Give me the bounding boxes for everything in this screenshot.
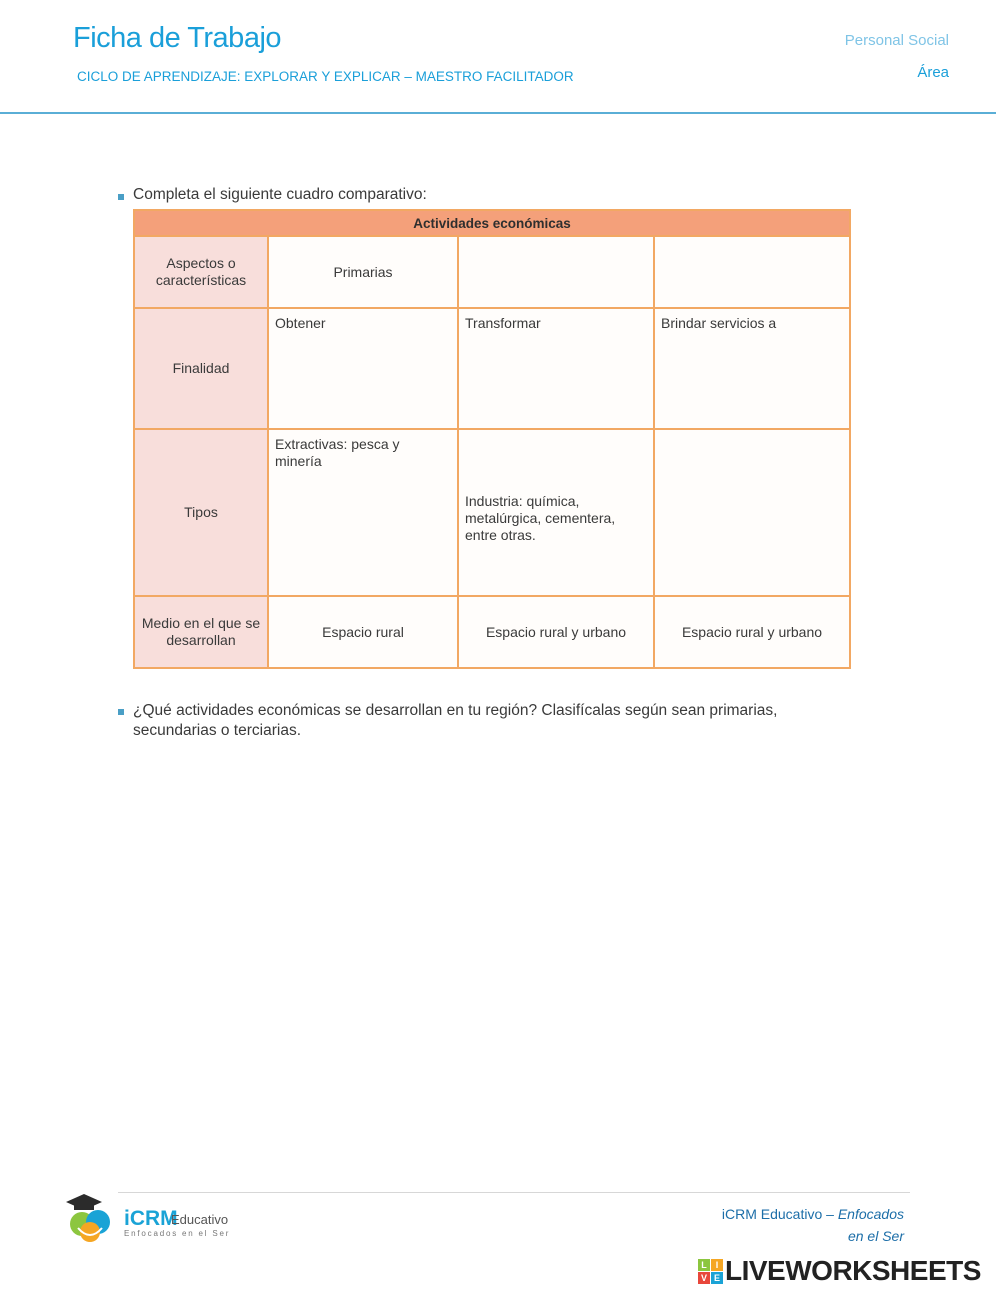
types-secondary-text: Industria: química, metalúrgica, cementera, entre otras. xyxy=(465,493,616,543)
types-primary-text: Extractivas: pesca y minería xyxy=(275,436,400,469)
page-title: Ficha de Trabajo xyxy=(73,22,282,54)
learning-cycle-subtitle: CICLO DE APRENDIZAJE: EXPLORAR Y EXPLICAR – MAESTRO FACILITADOR xyxy=(77,69,574,84)
area-label: Área xyxy=(917,64,949,81)
row-label-types: Tipos xyxy=(134,429,268,596)
purpose-primary-text: Obtener xyxy=(275,315,326,331)
row-label-aspects: Aspectos o características xyxy=(134,236,268,308)
cell-medium-secondary: Espacio rural y urbano xyxy=(458,596,654,668)
column-heading-tertiary-blank[interactable] xyxy=(654,236,850,308)
cell-medium-tertiary: Espacio rural y urbano xyxy=(654,596,850,668)
column-heading-primary: Primarias xyxy=(268,236,458,308)
footer-brand-name: iCRM xyxy=(124,1207,178,1230)
row-label-purpose: Finalidad xyxy=(134,308,268,429)
footer-tagline: Enfocados en el Ser xyxy=(124,1229,231,1238)
instruction-complete-table: Completa el siguiente cuadro comparativo: xyxy=(133,186,427,203)
table-title: Actividades económicas xyxy=(134,210,850,236)
row-label-medium: Medio en el que se desarrollan xyxy=(134,596,268,668)
liveworksheets-blocks-icon: L I V E xyxy=(698,1259,723,1284)
column-heading-secondary-blank[interactable] xyxy=(458,236,654,308)
header-divider xyxy=(0,112,996,114)
footer-divider xyxy=(118,1192,910,1193)
purpose-secondary-text: Transformar xyxy=(465,315,541,331)
cell-types-primary[interactable] xyxy=(268,429,458,596)
liveworksheets-logo xyxy=(698,1255,981,1287)
cell-purpose-primary[interactable] xyxy=(268,308,458,429)
footer-credit-line1 xyxy=(722,1206,904,1222)
footer-credit-italic: Enfocados xyxy=(837,1206,904,1222)
cell-purpose-secondary[interactable] xyxy=(458,308,654,429)
bullet-icon xyxy=(118,709,124,715)
cell-types-secondary[interactable] xyxy=(458,429,654,596)
liveworksheets-wordmark: LIVEWORKSHEETS xyxy=(725,1255,981,1286)
cell-medium-primary: Espacio rural xyxy=(268,596,458,668)
cell-types-tertiary[interactable] xyxy=(654,429,850,596)
cell-purpose-tertiary[interactable] xyxy=(654,308,850,429)
footer-credit-line2: en el Ser xyxy=(847,1228,904,1244)
instruction-classify-activities: ¿Qué actividades económicas se desarrollan en tu región? Clasifícalas según sean primarias, secundarias o terciarias. xyxy=(133,702,778,739)
comparison-table xyxy=(133,209,851,669)
icrm-logo xyxy=(64,1188,122,1249)
footer-credit-plain: iCRM Educativo – xyxy=(721,1206,838,1222)
bullet-icon xyxy=(118,194,124,200)
subject-label: Personal Social xyxy=(844,32,949,49)
footer-brand-suffix: Educativo xyxy=(171,1212,229,1227)
purpose-tertiary-text: Brindar servicios a xyxy=(661,315,777,331)
